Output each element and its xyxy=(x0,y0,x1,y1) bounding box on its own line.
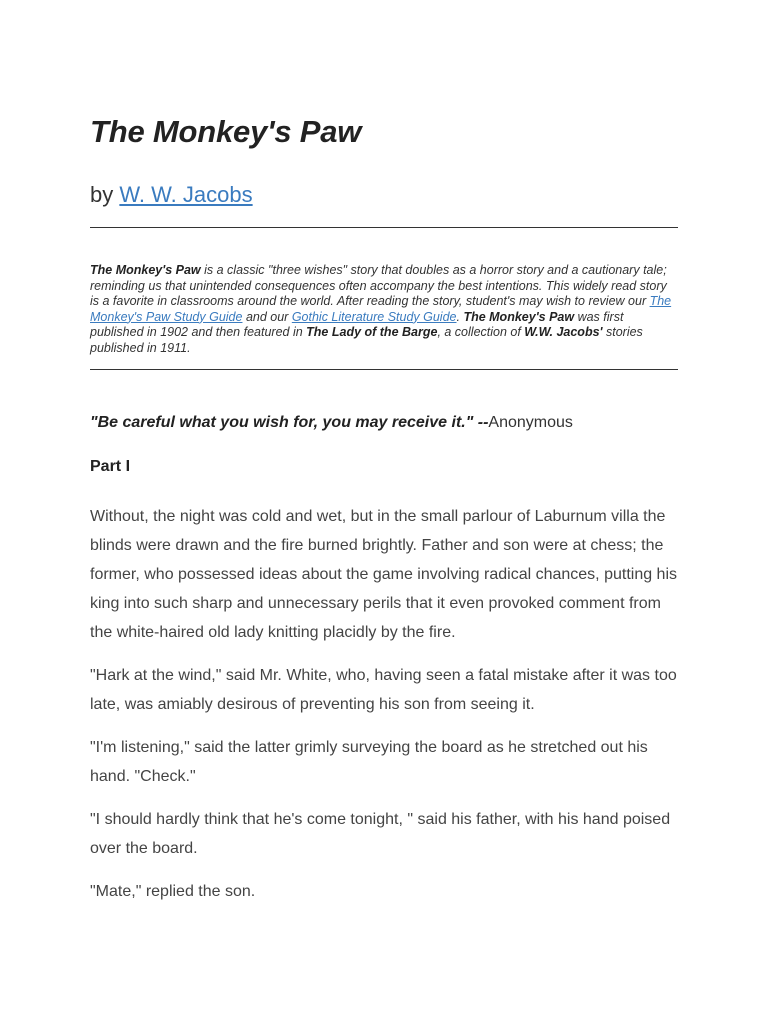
gothic-guide-link[interactable]: Gothic Literature Study Guide xyxy=(291,309,457,324)
intro-text: stories published in 1911. xyxy=(90,325,643,355)
intro-title-ref: The Monkey's Paw xyxy=(463,309,575,324)
epigraph xyxy=(90,412,678,434)
intro-text: is a classic "three wishes" story that doubles as a horror story and a cautionary tale; reminding us that unintended consequences often accompany the best intentions. This widely read story is a favorite in classrooms around the world. After reading the story, student's may wish to review our xyxy=(90,263,667,308)
divider-bottom xyxy=(90,369,678,370)
story-paragraph: "I should hardly think that he's come tonight, " said his father, with his hand poised over the board. xyxy=(90,811,671,857)
author-link[interactable]: W. W. Jacobs xyxy=(119,182,253,207)
epigraph-attribution: Anonymous xyxy=(488,414,573,431)
divider-top xyxy=(90,227,678,228)
section-heading: Part I xyxy=(90,458,131,475)
study-guide-link[interactable]: The Monkey's Paw Study Guide xyxy=(90,294,672,324)
intro-text: , a collection of xyxy=(437,325,525,339)
intro-text: was first published in 1902 and then featured in xyxy=(90,309,624,339)
intro-title-ref: The Monkey's Paw xyxy=(90,263,201,277)
author-ref: W.W. Jacobs' xyxy=(524,325,603,339)
collection-title: The Lady of the Barge xyxy=(306,325,438,339)
story-paragraph: "Mate," replied the son. xyxy=(90,883,256,900)
story-paragraph: "I'm listening," said the latter grimly surveying the board as he stretched out his hand. "Check." xyxy=(90,739,648,785)
document-page xyxy=(90,0,678,906)
epigraph-quote: "Be careful what you wish for, you may receive it." -- xyxy=(90,414,489,431)
intro-text: . xyxy=(456,309,464,324)
story-paragraph: "Hark at the wind," said Mr. White, who, having seen a fatal mistake after it was too late, was amiably desirous of preventing his son from seeing it. xyxy=(90,667,677,713)
intro-paragraph xyxy=(90,263,678,356)
page-title: The Monkey's Paw xyxy=(90,114,362,149)
story-paragraph: Without, the night was cold and wet, but in the small parlour of Laburnum villa the blinds were drawn and the fire burned brightly. Father and son were at chess; the former, who possessed ideas about the game involving radical chances, putting his king into such sharp and unnecessary perils that it even provoked comment from the white-haired old lady knitting placidly by the fire. xyxy=(90,508,678,641)
byline-prefix: by xyxy=(90,182,120,207)
intro-text: and our xyxy=(242,309,292,324)
byline xyxy=(90,181,678,209)
